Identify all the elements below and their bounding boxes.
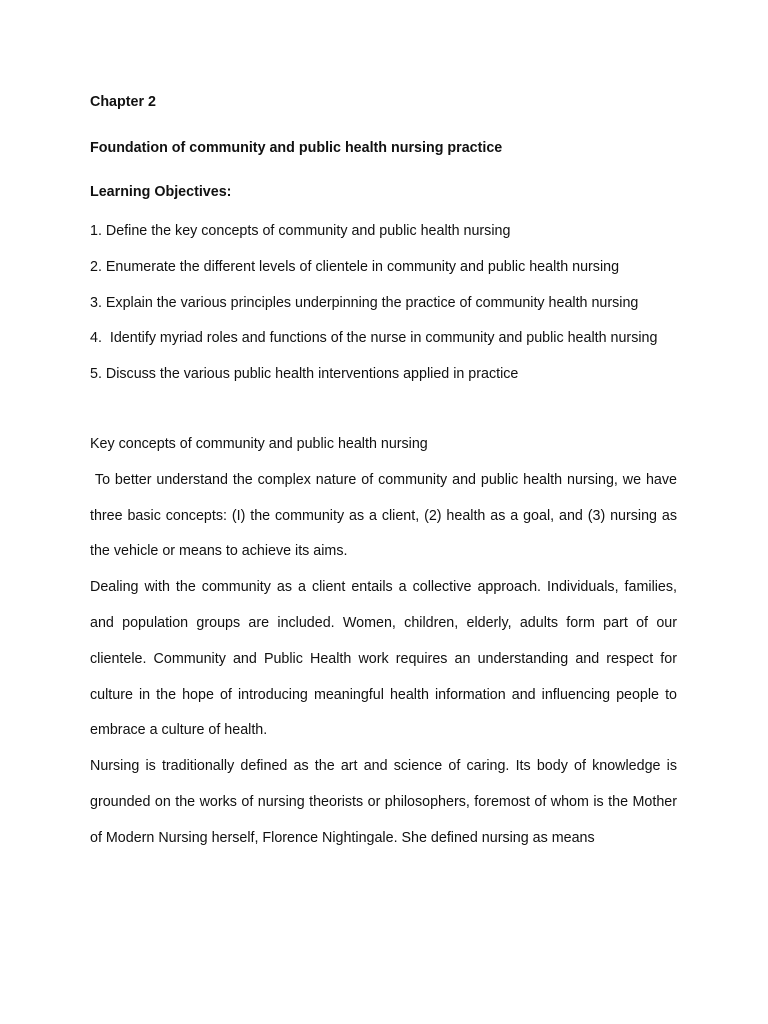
- document-page: [90, 88, 681, 857]
- body-paragraph: To better understand the complex nature of community and public health nursing, we have three basic concepts: (I) the community as a client, (2) health as a goal, and (3) nursing as the vehicle or means to achieve its aims.: [90, 471, 681, 560]
- chapter-label: Chapter 2: [90, 94, 156, 110]
- objective-item: 1. Define the key concepts of community and public health nursing: [90, 223, 511, 239]
- objective-item: 5. Discuss the various public health interventions applied in practice: [90, 366, 519, 383]
- section-heading: Key concepts of community and public health nursing: [90, 435, 428, 452]
- body-paragraph: Nursing is traditionally defined as the art and science of caring. Its body of knowledge is grounded on the works of nursing theorists or philosophers, foremost of whom is the Mother of Modern Nursing herself, Florence Nightingale. She defined nursing as means: [90, 758, 677, 846]
- objectives-heading: Learning Objectives:: [90, 184, 232, 200]
- objective-item: 4. Identify myriad roles and functions of the nurse in community and public health nursing: [90, 330, 658, 347]
- body-paragraph: Dealing with the community as a client entails a collective approach. Individuals, families, and population groups are included. Women, children, elderly, adults form part of our clientele. Community and Public Health work requires an understanding and respect for culture in the hope of introducing meaningful health information and influencing people to embrace a culture of health.: [90, 579, 677, 739]
- objective-item: 3. Explain the various principles underpinning the practice of community health nursing: [90, 294, 639, 311]
- objective-item: 2. Enumerate the different levels of clientele in community and public health nursing: [90, 258, 620, 275]
- document-title: Foundation of community and public health nursing practice: [90, 140, 503, 156]
